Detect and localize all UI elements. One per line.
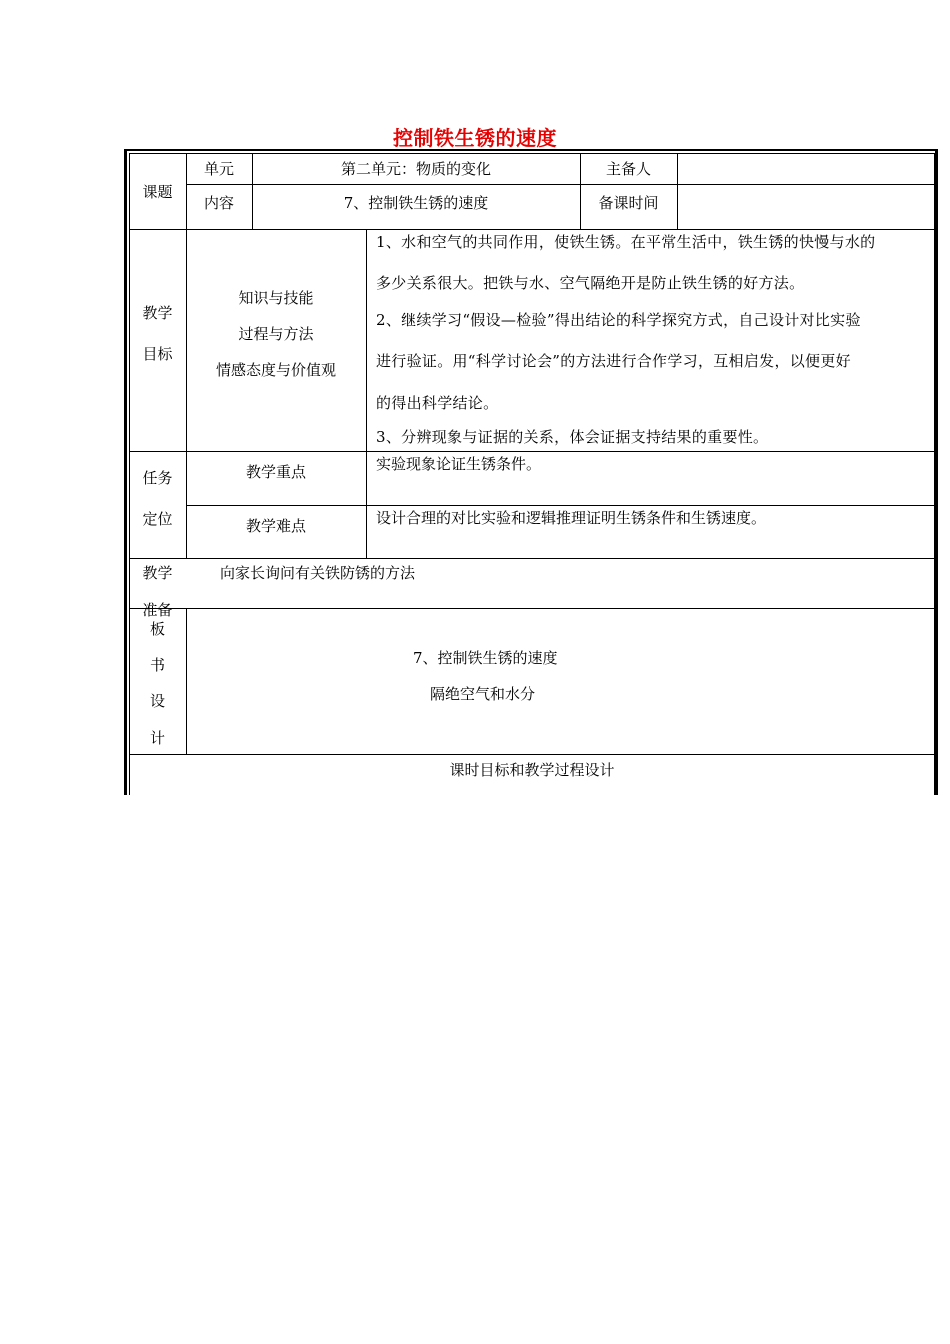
goal-category-knowledge: 知识与技能 [238, 289, 314, 307]
rule-h-top-inner [129, 153, 935, 154]
rule-h-row4 [186, 505, 935, 506]
rule-h-row5 [129, 558, 935, 559]
difficulty-value: 设计合理的对比实验和逻辑推理证明生锈条件和生锈速度。 [376, 509, 767, 527]
footer-label: 课时目标和教学过程设计 [449, 761, 615, 779]
task-label-line2: 定位 [142, 510, 173, 528]
rule-v-goal-col [366, 229, 367, 558]
goal-category-attitude: 情感态度与价值观 [215, 361, 336, 379]
content-label: 内容 [203, 194, 234, 212]
goals-label-line2: 目标 [142, 345, 173, 363]
goal-text-line: 进行验证。用“科学讨论会”的方法进行合作学习，互相启发，以便更好 [376, 352, 851, 370]
rule-h-row3 [129, 451, 935, 452]
board-line1: 7、控制铁生锈的速度 [413, 649, 558, 667]
key-point-label: 教学重点 [245, 463, 306, 481]
unit-label: 单元 [203, 160, 234, 178]
prep-label-line2: 准备 [142, 601, 173, 619]
task-label-line1: 任务 [142, 469, 173, 487]
goal-text-line: 多少关系很大。把铁与水、空气隔绝开是防止铁生锈的好方法。 [376, 274, 805, 292]
goal-text-line: 3、分辨现象与证据的关系，体会证据支持结果的重要性。 [376, 428, 769, 446]
rule-v-label-col-board [186, 608, 187, 754]
goal-text-line: 的得出科学结论。 [376, 394, 499, 412]
page-title: 控制铁生锈的速度 [393, 126, 557, 150]
prep-label [129, 559, 186, 619]
key-point-value: 实验现象论证生锈条件。 [376, 455, 542, 473]
rule-h-row6 [129, 608, 935, 609]
difficulty-label: 教学难点 [245, 517, 306, 535]
rule-h-row1 [186, 184, 935, 185]
rule-h-row7 [129, 754, 935, 755]
board-label-char: 板 [149, 620, 165, 638]
board-label-char: 计 [149, 729, 165, 747]
goal-text-line: 1、水和空气的共同作用，使铁生锈。在平常生活中，铁生锈的快慢与水的 [376, 233, 876, 251]
subject-label: 课题 [142, 183, 173, 201]
board-label-char: 书 [149, 656, 165, 674]
prep-time-label: 备课时间 [598, 194, 659, 212]
rule-h-row2 [129, 229, 935, 230]
board-line2: 隔绝空气和水分 [430, 685, 536, 703]
unit-value: 第二单元：物质的变化 [340, 160, 491, 178]
prep-value: 向家长询问有关铁防锈的方法 [220, 564, 416, 582]
board-label-char: 设 [149, 692, 165, 710]
rule-v-preparer-col [677, 153, 678, 229]
goals-label-line1: 教学 [142, 304, 173, 322]
rule-v-inner-right [934, 153, 935, 795]
preparer-label: 主备人 [605, 160, 651, 178]
content-value: 7、控制铁生锈的速度 [343, 194, 489, 212]
prep-label-line1: 教学 [142, 564, 173, 582]
rule-v-label-col [186, 153, 187, 558]
goal-text-line: 2、继续学习“假设—检验”得出结论的科学探究方式，自己设计对比实验 [376, 311, 861, 329]
goal-category-process: 过程与方法 [238, 325, 314, 343]
